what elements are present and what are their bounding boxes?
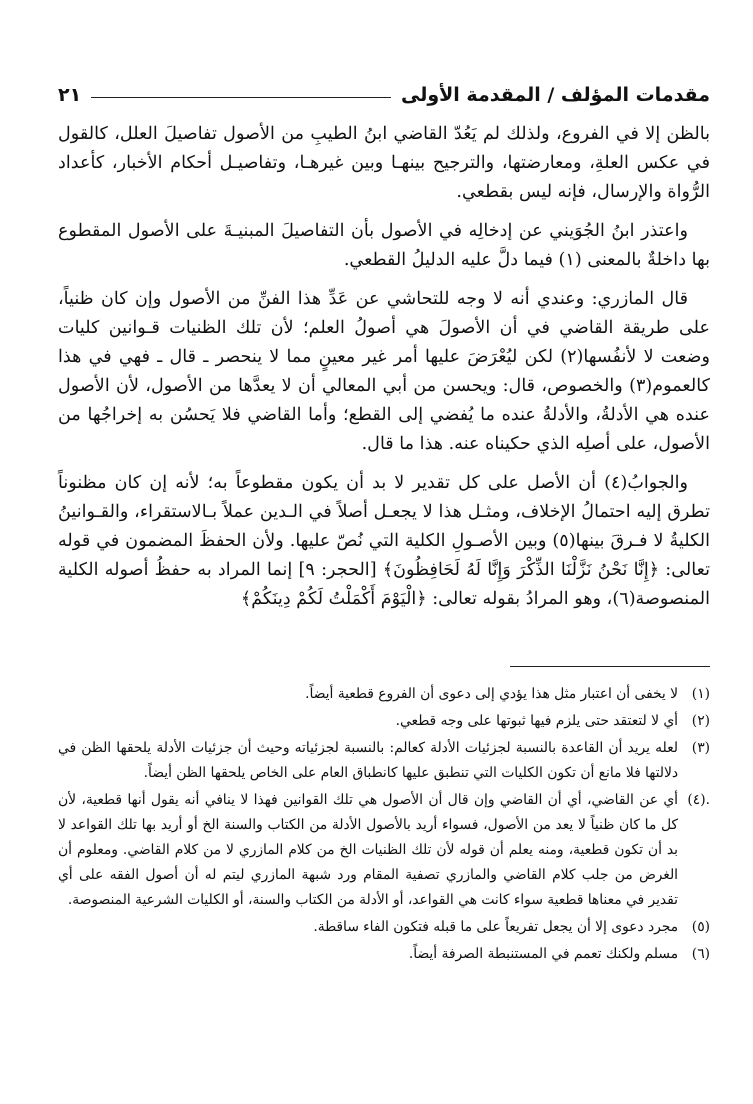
footnote-number: (٦) (691, 946, 710, 962)
footnote-item (58, 709, 710, 734)
footnote-text: أي لا لتعتقد حتى يلزم فيها ثبوتها على وجه قطعي. (395, 713, 678, 729)
footnote-text: أي عن القاضي، أي أن القاضي وإن قال أن الأصول هي تلك القوانين فهذا لا ينافي أنه يقول أنها قطعية، لأن كل ما كان ظنياً لا يعد من الأصول، فسواء أريد بالأصول الأدلة من الكتاب والسنة الخ أو أريد بها تلك القواعد لا بد أن تكون قطعية، ومنه يعلم أن قوله لأن تلك الظنيات الخ من كلام المازري لا من كلام القاضي. ومعلوم أن الغرض من جلب كلام القاضي والمازري تصفية المقام ورد شبهة المازري ليتم له أن أصول الفقه على أي تقدير في معناها قطعية سواء كانت هي القواعد، أو الأدلة من الكتاب والسنة، أو الكليات الشرعية المنصوصة. (58, 792, 678, 908)
footnote-item (58, 682, 710, 707)
paragraph: واعتذر ابنُ الجُوَيني عن إدخالِه في الأصول بأن التفاصيلَ المبنيـةَ على الأصول المقطوع بها داخلةٌ بالمعنى (١) فيما دلَّ عليه الدليلُ القطعي. (58, 221, 710, 270)
footnotes (58, 682, 710, 969)
footnote-text: لا يخفى أن اعتبار مثل هذا يؤدي إلى دعوى أن الفروع قطعية أيضاً. (305, 686, 678, 702)
page-number: ٢١ (58, 84, 82, 106)
footnote-separator (510, 666, 710, 667)
footnote-number: (٥) (691, 919, 710, 935)
footnote-text: مسلم ولكنك تعمم في المستنبطة الصرفة أيضاً. (408, 946, 678, 962)
paragraph: قال المازري: وعندي أنه لا وجه للتحاشي عن عَدِّ هذا الفنِّ من الأصول وإن كان ظنياً، على طريقة القاضي في أن الأصولَ هي أصولُ العلم؛ لأن تلك الظنيات قـوانين كليات وضعت لا لأنفُسها(٢) لكن ليُعْرَضَ عليها أمر غير معينٍ مما لا ينحصر ـ قال ـ فهي في هذا كالعموم(٣) والخصوص، قال: ويحسن من أبي المعالي أن لا يعدَّها من الأصول، لأن الأصول عنده هي الأدلةُ، والأدلةُ عنده ما يُفضي إلى القطع؛ وأما القاضي فلا يَحسُن به إخراجُها من الأصول، على أصلِه الذي حكيناه عنه. هذا ما قال. (58, 289, 710, 454)
footnote-item (58, 736, 710, 786)
footnote-number: (١) (691, 686, 710, 702)
header-rule (91, 97, 391, 98)
footnote-text: مجرد دعوى إلا أن يجعل تفريعاً على ما قبله فتكون الفاء ساقطة. (313, 919, 678, 935)
header-title: مقدمات المؤلف / المقدمة الأولى (400, 84, 710, 106)
running-header (58, 78, 710, 112)
footnote-number: (٢) (691, 713, 710, 729)
book-page (58, 78, 710, 1078)
footnote-text: لعله يريد أن القاعدة بالنسبة لجزئيات الأدلة كعالم: بالنسبة لجزئياته وحيث أن جزئيات الأدلة يلحقها الظن في دلالتها فلا مانع أن تكون الكليات التي تنطبق عليها كانطباق العام على الخاص يلحقها الظن أيضاً. (58, 740, 678, 781)
footnote-item (58, 788, 710, 913)
paragraph: والجوابُ(٤) أن الأصل على كل تقدير لا بد أن يكون مقطوعاً به؛ لأنه إن كان مظنوناً تطرق إليه احتمالُ الإخلاف، ومثـل هذا لا يجعـل أصلاً في الـدين عملاً بـالاستقراء، والقـوانينُ الكليةُ لا فـرقَ بينها(٥) وبين الأصـولِ الكلية التي نُصّ عليها. ولأن الحفظَ المضمون في قوله تعالى: ﴿إِنَّا نَحْنُ نَزَّلْنَا الذِّكْرَ وَإِنَّا لَهُ لَحَافِظُونَ﴾ [الحجر: ٩] إنما المراد به حفظُ أصوله الكلية المنصوصة(٦)، وهو المرادُ بقوله تعالى: ﴿الْيَوْمَ أَكْمَلْتُ لَكُمْ دِينَكُمْ﴾ (58, 473, 711, 609)
footnote-item (58, 915, 710, 940)
footnote-item (58, 942, 710, 967)
footnote-number: .(٤) (687, 792, 710, 808)
footnote-number: (٣) (691, 740, 710, 756)
main-text (58, 120, 710, 624)
paragraph: بالظن إلا في الفروع، ولذلك لم يَعُدّ القاضي ابنُ الطيبِ من الأصول تفاصيلَ العلل، كالقول في عكس العلةِ، ومعارضتها، والترجيح بينهـا وبين غيرهـا، وتفاصيـل أحكام الأخبار، كأعداد الرُّواة والإرسال، فإنه ليس بقطعي. (58, 124, 710, 202)
